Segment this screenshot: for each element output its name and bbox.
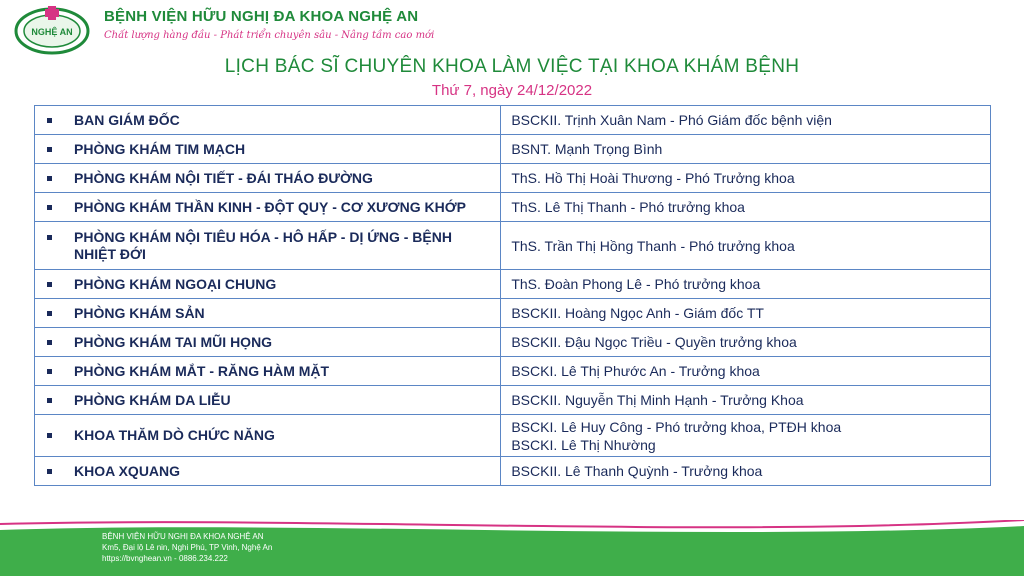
schedule-table xyxy=(34,105,991,486)
doctor-cell xyxy=(501,328,991,357)
department-cell xyxy=(35,457,501,486)
bullet-icon xyxy=(47,282,52,287)
department-name: PHÒNG KHÁM NGOẠI CHUNG xyxy=(74,275,277,292)
department-name: PHÒNG KHÁM MẮT - RĂNG HÀM MẶT xyxy=(74,362,330,379)
department-name: KHOA XQUANG xyxy=(74,462,181,479)
bullet-icon xyxy=(47,176,52,181)
doctor-name: BSCKI. Lê Thị Phước An - Trưởng khoa xyxy=(511,363,760,379)
department-name: BAN GIÁM ĐỐC xyxy=(74,111,180,128)
doctor-cell xyxy=(501,135,991,164)
department-cell xyxy=(35,357,501,386)
bullet-icon xyxy=(47,369,52,374)
page-title: LỊCH BÁC SĨ CHUYÊN KHOA LÀM VIỆC TẠI KHOA KHÁM BỆNH xyxy=(224,56,800,77)
department-cell xyxy=(35,415,501,457)
department-name: PHÒNG KHÁM NỘI TIẾT - ĐÁI THÁO ĐƯỜNG xyxy=(74,169,373,186)
doctor-cell xyxy=(501,386,991,415)
doctor-cell xyxy=(501,222,991,270)
doctor-name: BSNT. Mạnh Trọng Bình xyxy=(511,141,663,157)
bullet-icon xyxy=(47,398,52,403)
doctor-cell xyxy=(501,164,991,193)
footer-contact: https://bvnghean.vn - 0886.234.222 xyxy=(102,554,228,563)
hospital-slogan: Chất lượng hàng đầu - Phát triển chuyên sâu - Nâng tầm cao mới xyxy=(104,30,435,41)
bullet-icon xyxy=(47,340,52,345)
doctor-name: BSCKI. Lê Thị Nhường xyxy=(511,436,656,453)
table-row xyxy=(35,386,991,415)
bullet-icon xyxy=(47,433,52,438)
doctor-cell xyxy=(501,299,991,328)
department-cell xyxy=(35,106,501,135)
doctor-cell xyxy=(501,457,991,486)
schedule-date: Thứ 7, ngày 24/12/2022 xyxy=(431,82,593,99)
doctor-cell xyxy=(501,270,991,299)
doctor-name: BSCKII. Hoàng Ngọc Anh - Giám đốc TT xyxy=(511,305,764,321)
department-cell xyxy=(35,164,501,193)
svg-text:NGHỆ AN: NGHỆ AN xyxy=(31,27,73,37)
department-cell xyxy=(35,135,501,164)
table-row xyxy=(35,193,991,222)
footer-info xyxy=(102,531,272,564)
table-row xyxy=(35,415,991,457)
table-row xyxy=(35,164,991,193)
footer-name: BỆNH VIỆN HỮU NGHỊ ĐA KHOA NGHỆ AN xyxy=(102,532,264,541)
table-row xyxy=(35,135,991,164)
doctor-cell xyxy=(501,415,991,457)
footer-address: Km5, Đại lộ Lê nin, Nghi Phú, TP Vinh, Nghệ An xyxy=(102,543,273,552)
department-cell xyxy=(35,193,501,222)
doctor-name: ThS. Đoàn Phong Lê - Phó trưởng khoa xyxy=(511,276,761,292)
table-row xyxy=(35,328,991,357)
department-name: PHÒNG KHÁM NỘI TIÊU HÓA - HÔ HẤP - DỊ ỨNG - BỆNH NHIỆT ĐỚI xyxy=(74,228,452,262)
doctor-name: ThS. Trần Thị Hồng Thanh - Phó trưởng khoa xyxy=(511,237,795,254)
department-cell xyxy=(35,222,501,270)
doctor-name: BSCKII. Trịnh Xuân Nam - Phó Giám đốc bệnh viện xyxy=(511,112,832,128)
table-row xyxy=(35,357,991,386)
header xyxy=(0,0,1024,60)
doctor-name: BSCKI. Lê Huy Công - Phó trưởng khoa, PTĐH khoa xyxy=(511,418,842,435)
bullet-icon xyxy=(47,235,52,240)
table-row xyxy=(35,457,991,486)
department-name: PHÒNG KHÁM SẢN xyxy=(74,304,205,321)
bullet-icon xyxy=(47,205,52,210)
department-cell xyxy=(35,386,501,415)
department-name: PHÒNG KHÁM DA LIỄU xyxy=(74,391,231,408)
table-row xyxy=(35,270,991,299)
doctor-name: BSCKII. Lê Thanh Quỳnh - Trưởng khoa xyxy=(511,463,763,479)
department-name: KHOA THĂM DÒ CHỨC NĂNG xyxy=(74,427,275,443)
doctor-cell xyxy=(501,193,991,222)
bullet-icon xyxy=(47,147,52,152)
table-row xyxy=(35,106,991,135)
department-name: PHÒNG KHÁM THẦN KINH - ĐỘT QUỴ - CƠ XƯƠNG KHỚP xyxy=(74,198,466,215)
department-cell xyxy=(35,328,501,357)
table-row xyxy=(35,299,991,328)
doctor-name: ThS. Lê Thị Thanh - Phó trưởng khoa xyxy=(511,199,745,215)
department-cell xyxy=(35,299,501,328)
doctor-name: BSCKII. Nguyễn Thị Minh Hạnh - Trưởng Khoa xyxy=(511,392,804,408)
bullet-icon xyxy=(47,469,52,474)
bullet-icon xyxy=(47,118,52,123)
table-row xyxy=(35,222,991,270)
doctor-cell xyxy=(501,357,991,386)
doctor-cell xyxy=(501,106,991,135)
doctor-name: BSCKII. Đậu Ngọc Triều - Quyền trưởng khoa xyxy=(511,334,797,350)
department-name: PHÒNG KHÁM TAI MŨI HỌNG xyxy=(74,333,273,350)
bullet-icon xyxy=(47,311,52,316)
department-cell xyxy=(35,270,501,299)
doctor-name: ThS. Hồ Thị Hoài Thương - Phó Trưởng khoa xyxy=(511,170,795,186)
hospital-name: BỆNH VIỆN HỮU NGHỊ ĐA KHOA NGHỆ AN xyxy=(104,8,419,25)
department-name: PHÒNG KHÁM TIM MẠCH xyxy=(74,140,246,157)
hospital-logo xyxy=(12,4,92,56)
